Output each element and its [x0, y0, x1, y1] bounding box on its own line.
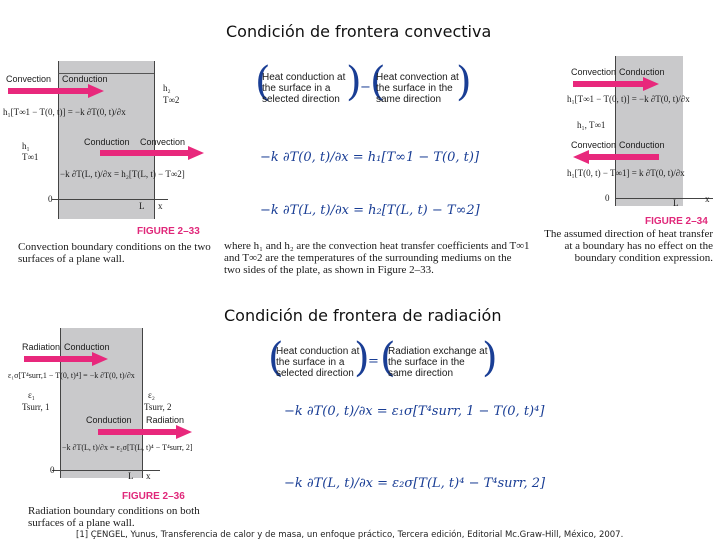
figure-2-34: [533, 50, 715, 270]
figure-caption: The assumed direction of heat transfer at a boundary has no effect on the boundary condition expression.: [544, 228, 713, 264]
h1-label: h₁, T∞1: [577, 120, 606, 130]
tinf2-label: T∞2: [163, 95, 180, 105]
conduction-label: Conduction: [619, 67, 665, 77]
box-convection: Heat convection at the surface in the same direction: [376, 72, 459, 105]
arrow-right-icon: [24, 352, 112, 366]
radiation-mid-label: Radiation: [146, 415, 185, 425]
radiation-label: Radiation: [22, 342, 61, 352]
e2-label: ε₂: [148, 390, 155, 400]
arrow-right-icon: [573, 77, 663, 91]
convection-label: Convection: [571, 67, 617, 77]
convective-equations: ( Heat conduction at the surface in a selected direction ) − ( Heat convection at the surface in the same direction ) −k ∂T(0, t)/∂x = h₁[T∞1 − T(0, t)] −k ∂T(L, t)/∂x = h₂[T(L, t) − T∞2] where h₁ and h₂ are the convection heat transfer coefficients and T∞1 and T∞2 are the temperatures of the surrounding mediums on the two sides of the plate, as shown in Figure 2–33.: [224, 59, 530, 276]
figure-caption: Radiation boundary conditions on both surfaces of a plane wall.: [28, 505, 200, 529]
figure-label: FIGURE 2–33: [137, 226, 200, 237]
L-label: L: [128, 471, 134, 481]
x-label: x: [158, 201, 163, 211]
equation-2: −k ∂T(L, t)/∂x = h₂[T(L, t) − T∞2]: [260, 203, 480, 218]
zero-label: 0: [50, 465, 55, 475]
h2-label: h₂: [163, 83, 171, 93]
e1-label: ε₁: [28, 390, 35, 400]
arrow-left-icon: [573, 150, 663, 164]
L-label: L: [139, 201, 145, 211]
equation-2: −k ∂T(L, t)/∂x = ε₂σ[T(L, t)⁴ − T⁴surr, 2]: [284, 476, 546, 491]
box-conduction: Heat conduction at the surface in a selected direction: [276, 346, 360, 379]
eq-top: ε₁σ[T⁴surr,1 − T(0, t)⁴] = −k ∂T(0, t)/∂x: [8, 371, 135, 380]
box-conduction: Heat conduction at the surface in a selected direction: [262, 72, 346, 105]
equation-1: −k ∂T(0, t)/∂x = h₁[T∞1 − T(0, t)]: [260, 150, 480, 165]
figure-2-36: [0, 325, 215, 530]
tinf1-label: T∞1: [22, 152, 39, 162]
figure-label: FIGURE 2–34: [645, 216, 708, 227]
tsurr2-label: Tsurr, 2: [144, 402, 172, 412]
figure-2-33: [0, 55, 215, 270]
L-label: L: [673, 198, 679, 208]
footnote-reference: [1] ÇENGEL, Yunus, Transferencia de calor y de masa, un enfoque práctico, Tercera edición, Editorial Mc.Graw-Hill, México, 2007.: [76, 530, 624, 540]
arrow-right-icon: [8, 84, 108, 98]
conduction-mid-label: Conduction: [86, 415, 132, 425]
tsurr1-label: Tsurr, 1: [22, 402, 50, 412]
zero-label: 0: [605, 193, 610, 203]
convection-mid-label: Convection: [140, 137, 186, 147]
conduction-bot-label: Conduction: [619, 140, 665, 150]
equation-1: −k ∂T(0, t)/∂x = ε₁σ[T⁴surr, 1 − T(0, t)⁴]: [284, 404, 545, 419]
radiation-title: Condición de frontera de radiación: [224, 306, 502, 325]
x-label: x: [705, 194, 710, 204]
radiation-equations: ( Heat conduction at the surface in a selected direction ) = ( Radiation exchange at the surface in the same direction ) −k ∂T(0, t)/∂x = ε₁σ[T⁴surr, 1 − T(0, t)⁴] −k ∂T(L, t)/∂x = ε₂σ[T(L, t)⁴ − T⁴surr, 2]: [268, 335, 546, 491]
eq-mid: −k ∂T(L, t)/∂x = ε₂σ[T(L, t)⁴ − T⁴surr, 2]: [62, 443, 193, 452]
conduction-mid-label: Conduction: [84, 137, 130, 147]
arrow-right-icon: [100, 146, 210, 160]
convective-title: Condición de frontera convectiva: [226, 22, 492, 41]
eq-top: h₁[T∞1 − T(0, t)] = −k ∂T(0, t)/∂x: [3, 107, 126, 117]
eq-top: h₁[T∞1 − T(0, t)] = −k ∂T(0, t)/∂x: [567, 94, 690, 104]
conduction-label: Conduction: [64, 342, 110, 352]
convection-label: Convection: [6, 74, 52, 84]
explanation-paragraph: where h₁ and h₂ are the convection heat transfer coefficients and T∞1 and T∞2 are the temperatures of the surrounding mediums on the two sides of the plate, as shown in Figure 2–33.: [224, 240, 530, 276]
eq-bot: h₁[T(0, t) − T∞1] = k ∂T(0, t)/∂x: [567, 168, 685, 178]
arrow-right-icon: [98, 425, 198, 439]
figure-label: FIGURE 2–36: [122, 491, 185, 502]
box-radiation: Radiation exchange at the surface in the same direction: [388, 346, 488, 379]
conduction-label: Conduction: [62, 74, 108, 84]
figure-caption: Convection boundary conditions on the two surfaces of a plane wall.: [18, 241, 211, 265]
convection-bot-label: Convection: [571, 140, 617, 150]
h1-label: h₁: [22, 141, 30, 151]
zero-label: 0: [48, 194, 53, 204]
eq-mid: −k ∂T(L, t)/∂x = h₂[T(L, t) − T∞2]: [60, 169, 185, 179]
x-label: x: [146, 471, 151, 481]
